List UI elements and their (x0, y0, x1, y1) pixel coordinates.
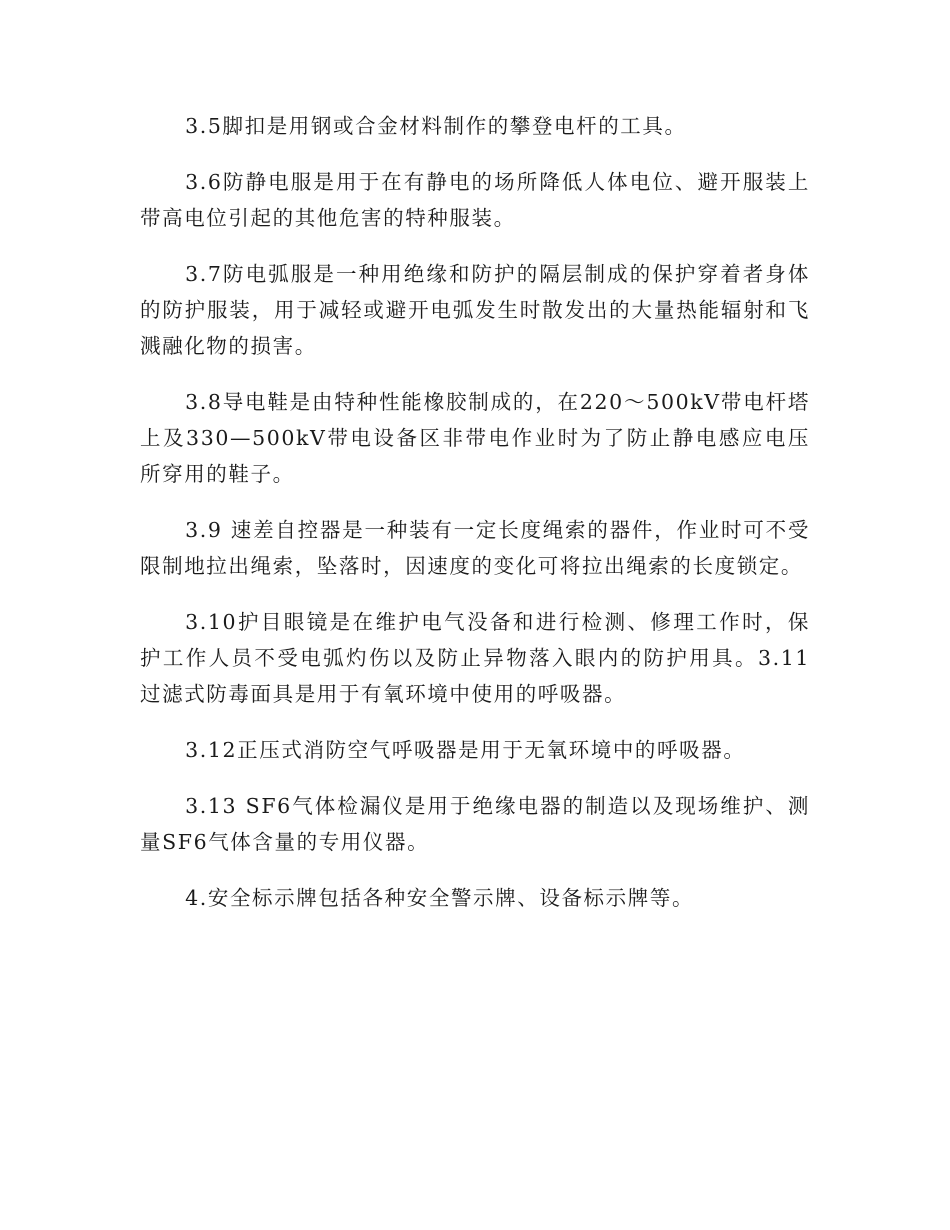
paragraph-4: 4.安全标示牌包括各种安全警示牌、设备标示牌等。 (185, 886, 695, 910)
paragraph-3-6: 3.6防静电服是用于在有静电的场所降低人体电位、避开服装上带高电位引起的其他危害的特种服装。 (140, 170, 810, 230)
paragraph-3-5: 3.5脚扣是用钢或合金材料制作的攀登电杆的工具。 (185, 114, 687, 138)
document-body (140, 108, 810, 936)
paragraph-3-8: 3.8导电鞋是由特种性能橡胶制成的，在220～500kV带电杆塔上及330—500kV带电设备区非带电作业时为了防止静电感应电压所穿用的鞋子。 (140, 390, 810, 486)
paragraph-3-9: 3.9 速差自控器是一种装有一定长度绳索的器件，作业时可不受限制地拉出绳索，坠落时，因速度的变化可将拉出绳索的长度锁定。 (140, 518, 810, 578)
paragraph-3-7: 3.7防电弧服是一种用绝缘和防护的隔层制成的保护穿着者身体的防护服装，用于减轻或避开电弧发生时散发出的大量热能辐射和飞溅融化物的损害。 (140, 262, 810, 358)
paragraph-3-13: 3.13 SF6气体检漏仪是用于绝缘电器的制造以及现场维护、测量SF6气体含量的专用仪器。 (140, 794, 810, 854)
paragraph-3-10: 3.10护目眼镜是在维护电气没备和进行检测、修理工作时，保护工作人员不受电弧灼伤以及防止异物落入眼内的防护用具。3.11过滤式防毒面具是用于有氧环境中使用的呼吸器。 (140, 610, 810, 706)
paragraph-3-12: 3.12正压式消防空气呼吸器是用于无氧环境中的呼吸器。 (185, 738, 746, 762)
